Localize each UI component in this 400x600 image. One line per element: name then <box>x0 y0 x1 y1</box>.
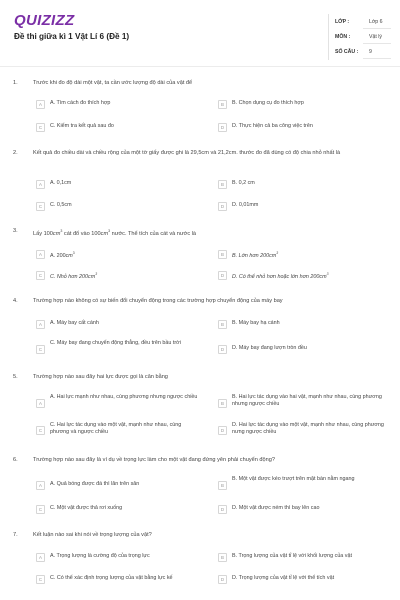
meta-count-label: SỐ CÂU : <box>335 49 359 55</box>
option-text: A. Hai lực mạnh như nhau, cùng phương nhưng ngược chiều <box>50 394 198 400</box>
question-text: Kết quả đo chiều dài và chiều rộng của một tờ giấy được ghi là 29,5cm và 21,2cm. thước đo đã dùng có độ chia nhỏ nhất là <box>33 150 341 156</box>
option-text: C. 0,5cm <box>50 202 72 208</box>
option-letter-box: B <box>218 553 227 562</box>
question-number: 6. <box>13 457 18 463</box>
meta-divider <box>363 28 391 29</box>
meta-class-value: Lớp 6 <box>369 19 383 25</box>
worksheet-title: Đề thi giữa kì 1 Vật Lí 6 (Đề 1) <box>14 32 130 41</box>
meta-info <box>328 14 389 60</box>
option-text: B. 0,2 cm <box>232 180 255 186</box>
option-text: A. Máy bay cất cánh <box>50 320 99 326</box>
option-text: D. Một vật được ném thì bay lên cao <box>232 505 320 511</box>
option-letter-box: D <box>218 505 227 514</box>
question-text: Trước khi đo độ dài một vật, ta cần ước lượng độ dài của vật để <box>33 80 193 86</box>
question-text: Lấy $100cm^3$ cát đổ vào $100cm^3$ nước. Thể tích của cát và nước là <box>33 229 197 237</box>
option-text: D. Hai lực tác dụng vào một vật, mạnh như nhau, cùng phương nưng ngược chiều <box>232 422 384 435</box>
option-text: B. Trọng lượng của vật tỉ lệ với khối lượng của vật <box>232 553 352 559</box>
option-letter-box: B <box>218 320 227 329</box>
meta-class-label: LỚP : <box>335 19 350 25</box>
option-letter-box: A <box>36 553 45 562</box>
option-letter-box: A <box>36 320 45 329</box>
meta-count <box>333 46 389 60</box>
quizizz-logo: QUIZIZZ <box>14 12 75 29</box>
question-text: Trường hợp nào sau đây hai lực được gọi là cân bằng <box>33 374 168 380</box>
option-text: A. 0,1cm <box>50 180 72 186</box>
meta-subject-value: Vật lý <box>369 34 382 40</box>
option-text: B. Hai lực tác dụng vào hai vật, mạnh như nhau, cùng phương nhưng ngược chiều <box>232 394 382 407</box>
option-text: B. Máy bay hạ cánh <box>232 320 280 326</box>
option-text: C. Hai lực tác dụng vào một vật, mạnh như nhau, cùng phương và ngược chiều <box>50 422 182 435</box>
question-text: Kết luận nào sai khi nói về trọng lượng của vật? <box>33 532 152 538</box>
option-letter-box: B <box>218 100 227 109</box>
option-text: C. Nhỏ hơn $200cm^3$ <box>50 272 98 280</box>
option-letter-box: B <box>218 399 227 408</box>
option-text: D. Trọng lượng của vật tỉ lệ với thể tích vật <box>232 575 335 581</box>
option-letter-box: C <box>36 345 45 354</box>
option-letter-box: D <box>218 575 227 584</box>
option-letter-box: C <box>36 505 45 514</box>
option-text: B. Lớn hơn $200cm^3$ <box>232 251 279 259</box>
option-letter-box: A <box>36 399 45 408</box>
option-text: C. Máy bay đang chuyển động thẳng, đều trên bầu trời <box>50 340 181 346</box>
question-number: 3. <box>13 228 18 234</box>
option-text: C. Có thể xác định trọng lượng của vật bằng lực kế <box>50 575 173 581</box>
option-text: B. Chọn dụng cụ đo thích hợp <box>232 100 304 106</box>
option-letter-box: A <box>36 481 45 490</box>
question-number: 7. <box>13 532 18 538</box>
option-letter-box: D <box>218 426 227 435</box>
question-text: Trường hợp nào không có sự biến đổi chuyển động trong các trường hợp chuyển động của máy bay <box>33 298 283 304</box>
question-number: 1. <box>13 80 18 86</box>
question-number: 5. <box>13 374 18 380</box>
option-letter-box: A <box>36 250 45 259</box>
question-text: Trường hợp nào sau đây là ví dụ về trọng lực làm cho một vật đang đứng yên phải chuyển động? <box>33 457 275 463</box>
option-letter-box: D <box>218 123 227 132</box>
option-letter-box: C <box>36 202 45 211</box>
option-letter-box: B <box>218 481 227 490</box>
option-text: C. Một vật được thả rơi xuống <box>50 505 123 511</box>
option-letter-box: C <box>36 271 45 280</box>
option-letter-box: A <box>36 100 45 109</box>
meta-count-value: 9 <box>369 49 372 55</box>
option-letter-box: C <box>36 426 45 435</box>
option-text: A. Quả bóng được đá thì lăn trên sân <box>50 481 140 487</box>
option-text: A. Tìm cách đo thích hợp <box>50 100 111 106</box>
option-letter-box: D <box>218 345 227 354</box>
question-number: 4. <box>13 298 18 304</box>
meta-class <box>333 16 389 30</box>
option-text: B. Một vật được kéo trượt trên mặt bàn nằm ngang <box>232 476 355 482</box>
meta-divider <box>363 43 391 44</box>
option-letter-box: B <box>218 250 227 259</box>
option-text: C. Kiểm tra kết quả sau đo <box>50 123 114 129</box>
option-text: D. Thực hiện cả ba công việc trên <box>232 123 313 129</box>
meta-subject-label: MÔN : <box>335 34 351 40</box>
option-text: D. Có thể nhỏ hơn hoặc lớn hơn $200cm^3$ <box>232 272 329 280</box>
question-number: 2. <box>13 150 18 156</box>
option-letter-box: D <box>218 202 227 211</box>
option-letter-box: D <box>218 271 227 280</box>
option-text: A. $200cm^3$ <box>50 251 75 259</box>
meta-subject <box>333 31 389 45</box>
option-letter-box: B <box>218 180 227 189</box>
option-text: D. Máy bay đang lượn tròn đều <box>232 345 307 351</box>
option-text: A. Trọng lượng là cường độ của trọng lực <box>50 553 150 559</box>
worksheet-header <box>0 0 400 66</box>
option-letter-box: A <box>36 180 45 189</box>
option-letter-box: C <box>36 123 45 132</box>
option-letter-box: C <box>36 575 45 584</box>
meta-divider <box>363 58 391 59</box>
option-text: D. 0,01mm <box>232 202 259 208</box>
header-divider <box>0 66 400 67</box>
